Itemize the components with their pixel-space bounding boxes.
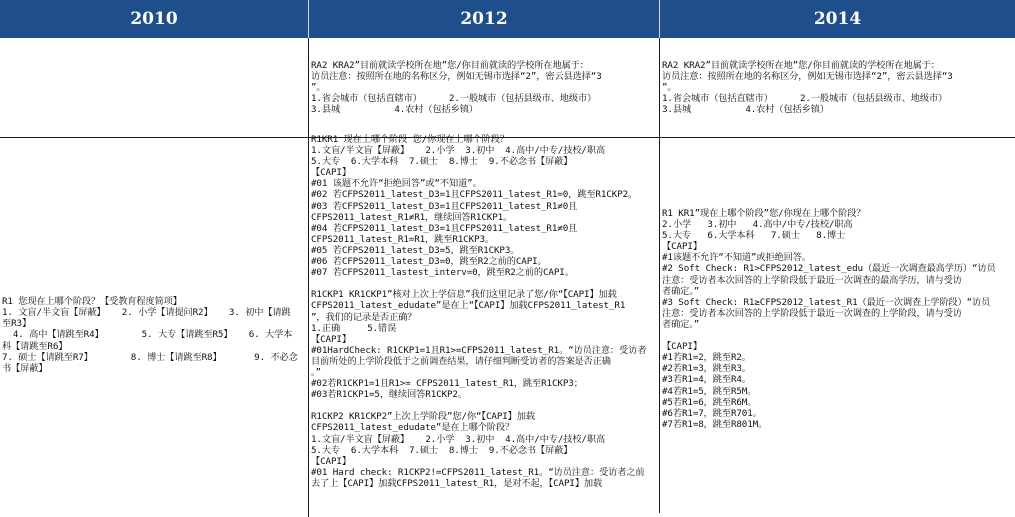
cell-text-line: 1.省会城市（包括直辖市） 2.一般城市（包括县级市、地级市） xyxy=(311,93,597,105)
cell-text-line: R1CKP2 KR1CKP2”上次上学阶段”您/你“【CAPI】加载 xyxy=(311,411,535,423)
cell-text-line: 【CAPI】 xyxy=(311,455,351,467)
cell-text-line: 。” xyxy=(311,366,321,378)
cell-text-line: 科【请跳至R6】 xyxy=(2,340,68,352)
cell-text-line: 注意：受访者本次回答的上学阶段低于最近一次调查的上学阶段，请与受访 xyxy=(662,307,962,319)
column-header-2014[interactable]: 2014 xyxy=(660,0,1015,38)
cell-text-line: #01 Hard check: R1CKP2!=CFPS2011_latest_R1。“访员注意：受访者之前 xyxy=(311,466,645,478)
cell-text-line: 访员注意：按照所在地的名称区分，例如无锡市选择“2”，密云县选择“3 xyxy=(311,71,602,83)
cell-text-line: #1若R1=2，跳至R2。 xyxy=(662,352,751,364)
cell-text-line: RA2 KRA2”目前就读学校所在地”您/你目前就读的学校所在地属于： xyxy=(311,60,589,71)
cell-text-line: #02 若CFPS2011_latest_D3=1且CFPS2011_latest_R1=0，跳至R1CKP2。 xyxy=(311,189,638,201)
cell-text-line: 访员注意：按照所在地的名称区分，例如无锡市选择“2”，密云县选择“3 xyxy=(662,71,953,83)
cell-text-line: 1.文盲/半文盲【屏蔽】 2.小学 3.初中 4.高中/中专/技校/职高 xyxy=(311,145,606,157)
cell-text-line: #02若R1CKP1=1且R1>= CFPS2011_latest_R1，跳至R1CKP3； xyxy=(311,378,583,390)
cell-text-line: 【CAPI】 xyxy=(311,167,351,179)
cell-text-line: #06 若CFPS2011_latest_D3=0，跳至R2之前的CAPI。 xyxy=(311,256,547,268)
cell-text-line xyxy=(311,278,657,289)
cell-text-line: #3 Soft Check: R1≥CFPS2012_latest_R1（最近一次调查上学阶段）“访员 xyxy=(662,296,991,308)
cell-text-line: 书【屏蔽】 xyxy=(2,362,48,374)
cell-text-line: CFPS2011_latest_edudate”是在上“【CAPI】加载CFPS2011_latest_R1 xyxy=(311,300,626,312)
cell-text-line: 去了上【CAPI】加载CFPS2011_latest_R1，是对不起，【CAPI】加载 xyxy=(311,477,603,489)
cell-text-line: R1KR1 现在上哪个阶段 您/你现在上哪个阶段？ xyxy=(311,134,509,145)
cell-text-line: R1 KR1”现在上哪个阶段”您/你现在上哪个阶段？ xyxy=(662,208,866,219)
cell-text-line: #5若R1=6，跳至R6M。 xyxy=(662,396,757,408)
cell-text-line: 【CAPI】 xyxy=(311,333,351,345)
cell-row1-2014[interactable] xyxy=(660,38,1015,138)
cell-row1-2010[interactable] xyxy=(0,38,309,138)
cell-row2-2014[interactable] xyxy=(660,138,1015,517)
cell-text-line: 目前所处的上学阶段低于之前调查结果，请仔细判断受访者的答案是否正确 xyxy=(311,355,611,367)
cell-text-line: 4. 高中【请跳至R4】 5. 大专【请跳至R5】 6. 大学本 xyxy=(2,329,293,341)
cell-text-line: #2若R1=3，跳至R3。 xyxy=(662,363,751,375)
cell-text-line: 5.大专 6.大学本科 7.硕士 8.博士 xyxy=(662,230,846,242)
cell-text-line: #2 Soft Check: R1>CFPS2012_latest_edu（最近一次调查最高学历）“访员 xyxy=(662,263,996,275)
cell-text-line: 1.文盲/半文盲【屏蔽】 2.小学 3.初中 4.高中/中专/技校/职高 xyxy=(311,433,606,445)
cell-text-line: #03若R1CKP1=5，继续回答R1CKP2。 xyxy=(311,389,467,401)
cell-text-line: 1. 文盲/半文盲【屏蔽】 2. 小学【请提问R2】 3. 初中【请跳 xyxy=(2,307,291,319)
cell-text-line: ”，我们的记录是否正确？ xyxy=(311,311,417,323)
cell-text-line: #6若R1=7，跳至R701。 xyxy=(662,407,762,419)
cell-text-line: #01HardCheck: R1CKP1=1且R1>=CFPS2011_latest_R1。“访员注意：受访者 xyxy=(311,344,647,356)
cell-text-line: 2.小学 3.初中 4.高中/中专/技校/职高 xyxy=(662,219,853,231)
cell-text-line: 者确定。” xyxy=(662,318,700,330)
cell-row2-2010[interactable] xyxy=(0,138,309,517)
cell-text-line: 【CAPI】 xyxy=(662,341,702,353)
cell-text-line: #05 若CFPS2011_latest_D3=5，跳至R1CKP3。 xyxy=(311,244,520,256)
cell-text-line: #7若R1=8，跳至R801M。 xyxy=(662,418,768,430)
cell-text-line: 3.县城 4.农村（包括乡镇） xyxy=(662,104,829,116)
cell-text-line: #4若R1=5，跳至R5M。 xyxy=(662,385,757,397)
cell-text-line: 5.大专 6.大学本科 7.硕士 8.博士 9.不必念书【屏蔽】 xyxy=(311,156,573,168)
cell-text-line: 至R3】 xyxy=(2,318,32,330)
cell-text-line: RA2 KRA2”目前就读学校所在地”您/你目前就读的学校所在地属于： xyxy=(662,60,940,71)
cell-text-line: ”。 xyxy=(662,82,677,94)
cell-text-line: CFPS2011_latest_R1=R1，跳至R1CKP3。 xyxy=(311,233,494,245)
cell-text-line: 3.县城 4.农村（包括乡镇） xyxy=(311,104,478,116)
cell-text-line: 1.省会城市（包括直辖市） 2.一般城市（包括县级市、地级市） xyxy=(662,93,948,105)
cell-row2-2012[interactable] xyxy=(309,134,660,513)
cell-text-line: #3若R1=4，跳至R4。 xyxy=(662,374,751,386)
cell-text-line: #04 若CFPS2011_latest_D3=1且CFPS2011_latest_R1≠0且 xyxy=(311,222,578,234)
cell-text-line: 1.正确 5.错误 xyxy=(311,322,397,334)
cell-text-line: #03 若CFPS2011_latest_D3=1且CFPS2011_latest_R1≠0且 xyxy=(311,200,578,212)
cell-text-line: 7. 硕士【请跳至R7】 8. 博士【请跳至R8】 9. 不必念 xyxy=(2,351,298,363)
cell-text-line: CFPS2011_latest_R1≠R1，继续回答R1CKP1。 xyxy=(311,211,513,223)
cell-text-line: R1 您现在上哪个阶段？【受教育程度简项】 xyxy=(2,296,182,308)
cell-text-line: #1该题不允许“不知道”或拒绝回答。 xyxy=(662,252,811,264)
column-header-2012[interactable]: 2012 xyxy=(309,0,660,38)
cell-text-line: 5.大专 6.大学本科 7.硕士 8.博士 9.不必念书【屏蔽】 xyxy=(311,444,573,456)
cell-text-line: R1CKP1 KR1CKP1”核对上次上学信息”我们这里记录了您/你“【CAPI】加载 xyxy=(311,289,617,301)
column-header-2010[interactable]: 2010 xyxy=(0,0,309,38)
cell-text-line: ”。 xyxy=(311,82,326,94)
cell-text-line: #01 该题不允许“拒绝回答”或“不知道”。 xyxy=(311,178,482,190)
cell-row1-2012[interactable] xyxy=(309,38,660,138)
cell-text-line: 【CAPI】 xyxy=(662,241,702,253)
cell-text-line: 注意：受访者本次回答的上学阶段低于最近一次调查的最高学历，请与受访 xyxy=(662,274,962,286)
cell-text-line xyxy=(311,400,657,411)
cell-text-line xyxy=(662,330,1013,341)
cell-text-line: 者确定。” xyxy=(662,285,700,297)
cell-text-line: #07 若CFPS2011_lastest_interv=0，跳至R2之前的CAPI。 xyxy=(311,267,574,279)
cell-text-line: CFPS2011_latest_edudate”是在上哪个阶段？ xyxy=(311,422,515,434)
